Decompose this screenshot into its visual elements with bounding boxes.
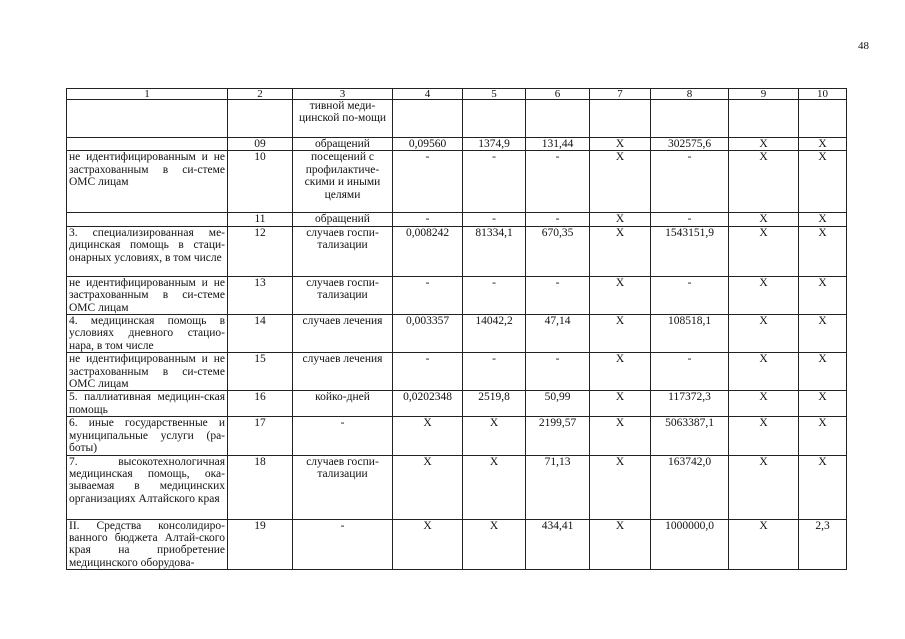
value-cell: X xyxy=(590,226,651,276)
unit-cell: - xyxy=(293,417,393,455)
unit-cell: обращений xyxy=(293,138,393,151)
value-cell: - xyxy=(393,213,463,226)
value-cell: 2199,57 xyxy=(526,417,590,455)
value-cell: X xyxy=(799,417,847,455)
value-cell: 15 xyxy=(228,353,293,391)
value-cell: X xyxy=(463,455,526,519)
value-cell: X xyxy=(729,391,799,417)
row-label-cell xyxy=(67,138,228,151)
row-label-cell: 4. медицинская помощь в условиях дневного стацио-нара, в том числе xyxy=(67,315,228,353)
row-label-cell: не идентифицированным и не застрахованным в си-стеме ОМС лицам xyxy=(67,353,228,391)
value-cell: 163742,0 xyxy=(651,455,729,519)
header-row xyxy=(67,89,847,100)
unit-cell: случаев госпи-тализации xyxy=(293,276,393,314)
value-cell: 117372,3 xyxy=(651,391,729,417)
value-cell: - xyxy=(526,353,590,391)
value-cell: - xyxy=(463,276,526,314)
value-cell: 0,0202348 xyxy=(393,391,463,417)
value-cell: X xyxy=(729,455,799,519)
table-row xyxy=(67,315,847,353)
value-cell: X xyxy=(590,138,651,151)
value-cell: X xyxy=(590,353,651,391)
value-cell: - xyxy=(526,276,590,314)
table-row xyxy=(67,100,847,138)
value-cell: X xyxy=(729,226,799,276)
value-cell xyxy=(463,100,526,138)
value-cell: X xyxy=(590,151,651,213)
value-cell: 5063387,1 xyxy=(651,417,729,455)
value-cell: 0,003357 xyxy=(393,315,463,353)
value-cell: X xyxy=(463,417,526,455)
value-cell: 09 xyxy=(228,138,293,151)
value-cell: 670,35 xyxy=(526,226,590,276)
value-cell: X xyxy=(729,276,799,314)
value-cell: X xyxy=(729,315,799,353)
value-cell: - xyxy=(463,151,526,213)
value-cell xyxy=(590,100,651,138)
value-cell xyxy=(526,100,590,138)
value-cell: 1543151,9 xyxy=(651,226,729,276)
row-label-cell xyxy=(67,100,228,138)
row-label-cell: 7. высокотехнологичная медицинская помощь, ока-зываемая в медицинских организациях Алтайского края xyxy=(67,455,228,519)
value-cell: X xyxy=(590,315,651,353)
value-cell: - xyxy=(651,151,729,213)
unit-cell: койко-дней xyxy=(293,391,393,417)
value-cell xyxy=(799,100,847,138)
row-label-cell: 3. специализированная ме-дицинская помощь в стаци-онарных условиях, в том числе xyxy=(67,226,228,276)
value-cell: 2,3 xyxy=(799,519,847,570)
page-number: 48 xyxy=(858,40,869,52)
value-cell: 11 xyxy=(228,213,293,226)
value-cell: X xyxy=(590,455,651,519)
header-cell: 1 xyxy=(67,89,228,100)
value-cell: 81334,1 xyxy=(463,226,526,276)
table-row xyxy=(67,226,847,276)
unit-cell: - xyxy=(293,519,393,570)
value-cell: 434,41 xyxy=(526,519,590,570)
value-cell: X xyxy=(393,417,463,455)
header-cell: 9 xyxy=(729,89,799,100)
value-cell: 302575,6 xyxy=(651,138,729,151)
value-cell: 12 xyxy=(228,226,293,276)
value-cell: 1000000,0 xyxy=(651,519,729,570)
table-row xyxy=(67,519,847,570)
value-cell: 10 xyxy=(228,151,293,213)
value-cell: X xyxy=(729,151,799,213)
value-cell: X xyxy=(590,213,651,226)
unit-cell: случаев лечения xyxy=(293,353,393,391)
row-label-cell: не идентифицированным и не застрахованным в си-стеме ОМС лицам xyxy=(67,151,228,213)
value-cell: X xyxy=(799,391,847,417)
value-cell: - xyxy=(651,213,729,226)
header-cell: 7 xyxy=(590,89,651,100)
value-cell: - xyxy=(393,151,463,213)
table-row xyxy=(67,417,847,455)
unit-cell: случаев госпи-тализации xyxy=(293,455,393,519)
value-cell: X xyxy=(729,138,799,151)
value-cell: 19 xyxy=(228,519,293,570)
value-cell: 14 xyxy=(228,315,293,353)
unit-cell: посещений с профилактиче-скими и иными целями xyxy=(293,151,393,213)
value-cell: - xyxy=(463,213,526,226)
value-cell: 50,99 xyxy=(526,391,590,417)
value-cell xyxy=(393,100,463,138)
value-cell: 47,14 xyxy=(526,315,590,353)
value-cell: 1374,9 xyxy=(463,138,526,151)
value-cell: X xyxy=(729,417,799,455)
table-row xyxy=(67,455,847,519)
value-cell: X xyxy=(799,213,847,226)
value-cell: - xyxy=(651,276,729,314)
row-label-cell: не идентифицированным и не застрахованным в си-стеме ОМС лицам xyxy=(67,276,228,314)
value-cell: 131,44 xyxy=(526,138,590,151)
row-label-cell xyxy=(67,213,228,226)
value-cell: X xyxy=(590,391,651,417)
unit-cell: случаев лечения xyxy=(293,315,393,353)
value-cell: - xyxy=(393,353,463,391)
value-cell: X xyxy=(393,455,463,519)
table-row xyxy=(67,213,847,226)
header-cell: 3 xyxy=(293,89,393,100)
value-cell: - xyxy=(526,213,590,226)
value-cell: 0,09560 xyxy=(393,138,463,151)
header-cell: 8 xyxy=(651,89,729,100)
unit-cell: случаев госпи-тализации xyxy=(293,226,393,276)
value-cell: X xyxy=(799,315,847,353)
value-cell: X xyxy=(799,455,847,519)
header-cell: 5 xyxy=(463,89,526,100)
value-cell: 13 xyxy=(228,276,293,314)
value-cell: X xyxy=(590,276,651,314)
value-cell: - xyxy=(651,353,729,391)
table-row xyxy=(67,151,847,213)
value-cell: X xyxy=(729,213,799,226)
value-cell: 16 xyxy=(228,391,293,417)
value-cell xyxy=(228,100,293,138)
value-cell: X xyxy=(729,519,799,570)
value-cell: X xyxy=(799,353,847,391)
value-cell xyxy=(729,100,799,138)
value-cell xyxy=(651,100,729,138)
value-cell: 17 xyxy=(228,417,293,455)
row-label-cell: 6. иные государственные и муниципальные услуги (ра-боты) xyxy=(67,417,228,455)
header-cell: 6 xyxy=(526,89,590,100)
data-table xyxy=(66,88,847,570)
value-cell: - xyxy=(393,276,463,314)
value-cell: 2519,8 xyxy=(463,391,526,417)
unit-cell: тивной меди-цинской по-мощи xyxy=(293,100,393,138)
table-row xyxy=(67,353,847,391)
table-row xyxy=(67,391,847,417)
value-cell: X xyxy=(799,276,847,314)
value-cell: - xyxy=(463,353,526,391)
value-cell: - xyxy=(526,151,590,213)
value-cell: X xyxy=(590,519,651,570)
row-label-cell: 5. паллиативная медицин-ская помощь xyxy=(67,391,228,417)
value-cell: X xyxy=(799,138,847,151)
value-cell: 108518,1 xyxy=(651,315,729,353)
table-row xyxy=(67,138,847,151)
value-cell: 14042,2 xyxy=(463,315,526,353)
unit-cell: обращений xyxy=(293,213,393,226)
value-cell: X xyxy=(799,151,847,213)
value-cell: X xyxy=(463,519,526,570)
value-cell: X xyxy=(729,353,799,391)
table-row xyxy=(67,276,847,314)
header-cell: 2 xyxy=(228,89,293,100)
value-cell: X xyxy=(799,226,847,276)
value-cell: X xyxy=(590,417,651,455)
value-cell: 0,008242 xyxy=(393,226,463,276)
row-label-cell: II. Средства консолидиро-ванного бюджета Алтай-ского края на приобретение медицинского оборудова- xyxy=(67,519,228,570)
value-cell: 18 xyxy=(228,455,293,519)
value-cell: X xyxy=(393,519,463,570)
value-cell: 71,13 xyxy=(526,455,590,519)
header-cell: 4 xyxy=(393,89,463,100)
header-cell: 10 xyxy=(799,89,847,100)
